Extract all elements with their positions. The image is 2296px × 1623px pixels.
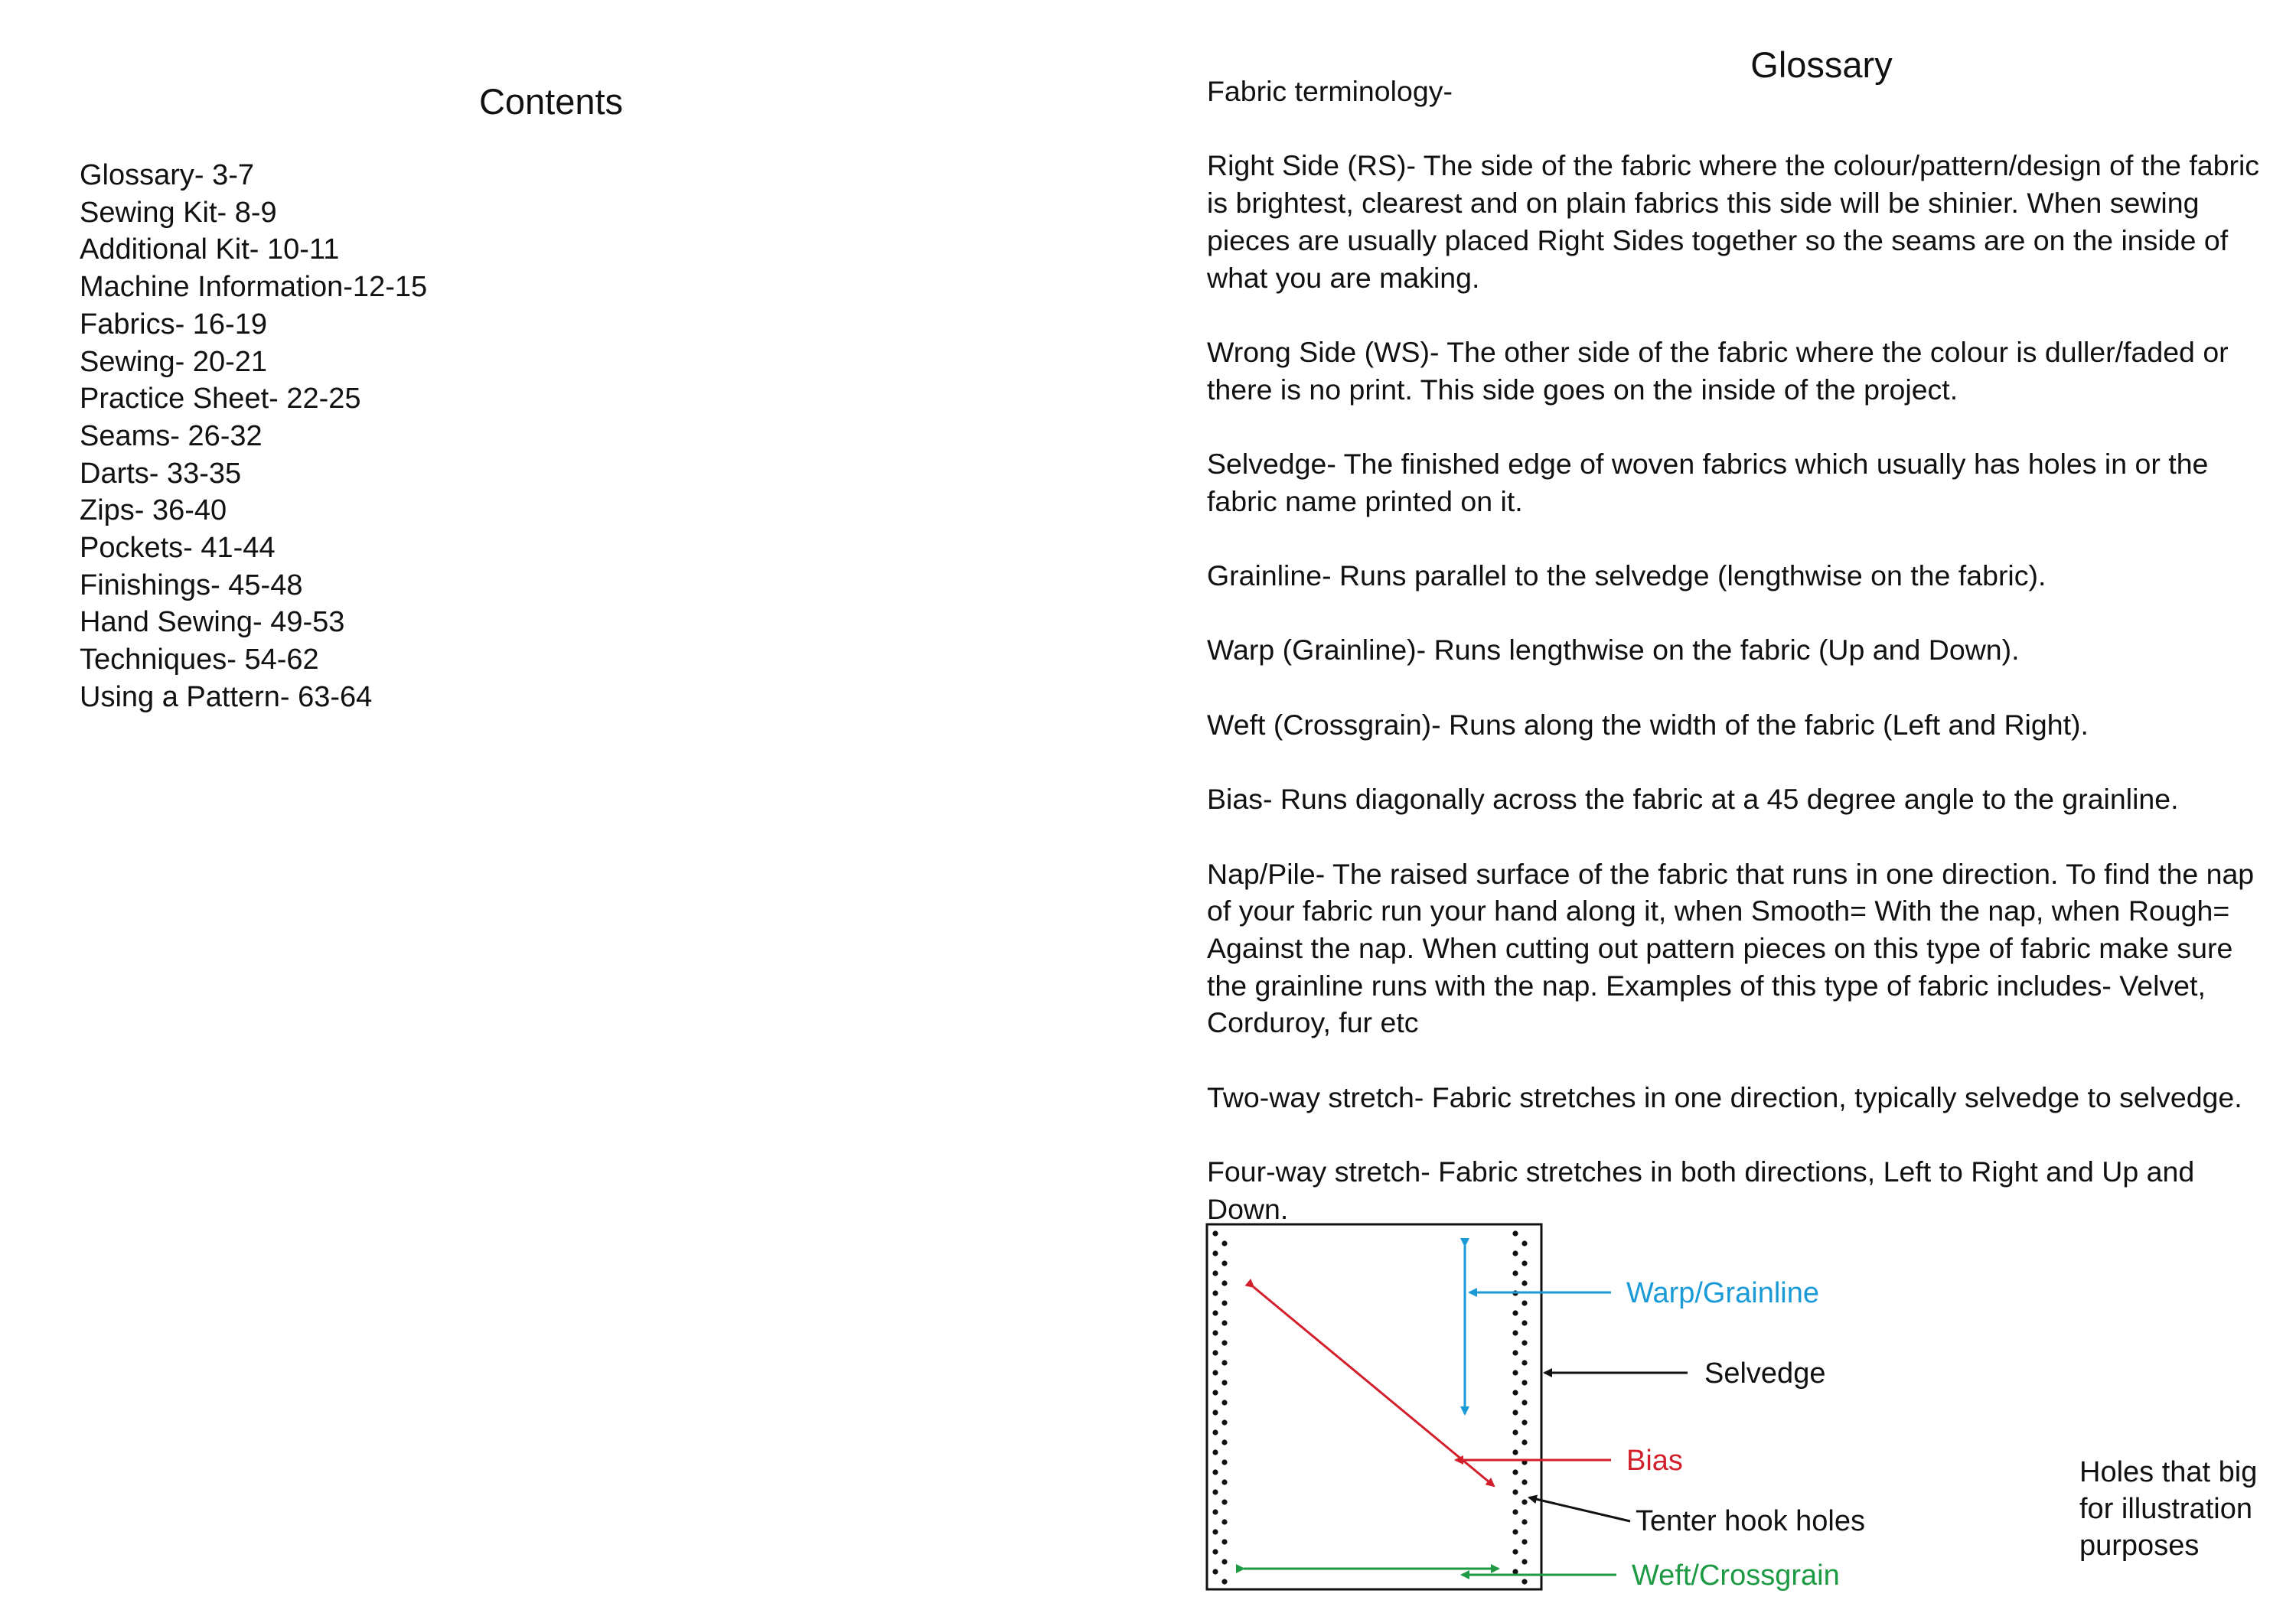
selvedge-hole (1221, 1400, 1227, 1405)
toc-item-zips: Zips- 36-40 (80, 494, 227, 527)
selvedge-hole (1212, 1270, 1218, 1276)
selvedge-hole (1221, 1320, 1227, 1325)
selvedge-hole (1212, 1330, 1218, 1335)
toc-item-machine-information: Machine Information-12-15 (80, 271, 428, 304)
toc-item-sewing: Sewing- 20-21 (80, 345, 268, 378)
selvedge-hole (1212, 1350, 1218, 1355)
selvedge-hole (1221, 1559, 1227, 1564)
selvedge-hole (1221, 1579, 1227, 1584)
glossary-body (1207, 73, 2278, 1265)
selvedge-hole (1212, 1449, 1218, 1455)
selvedge-hole (1521, 1260, 1527, 1266)
glossary-title: Glossary (1750, 44, 1893, 85)
selvedge-hole (1221, 1519, 1227, 1524)
toc-item-techniques: Techniques- 54-62 (80, 644, 319, 676)
toc-item-sewing-kit: Sewing Kit- 8-9 (80, 196, 277, 229)
selvedge-hole (1212, 1230, 1218, 1236)
selvedge-hole (1212, 1250, 1218, 1256)
selvedge-hole (1512, 1429, 1518, 1435)
selvedge-hole (1212, 1390, 1218, 1395)
selvedge-hole (1512, 1270, 1518, 1276)
table-of-contents (80, 157, 427, 716)
glossary-entry-wrong-side: Wrong Side (WS)- The other side of the fabric where the colour is duller/faded or there is no print. This side goes on the inside of the project. (1207, 335, 2229, 406)
weft-label: Weft/Crossgrain (1632, 1559, 1840, 1592)
selvedge-hole (1521, 1479, 1527, 1484)
glossary-entry-right-side: Right Side (RS)- The side of the fabric where the colour/pattern/design of the fabric is brightest, clearest and on plain fabrics this side will be shinier. When sewing pieces are usually placed Right Sides together so the seams are on the inside of what you are making. (1207, 149, 2260, 294)
selvedge-hole (1521, 1419, 1527, 1425)
selvedge-hole (1521, 1300, 1527, 1305)
selvedge-hole (1221, 1360, 1227, 1365)
selvedge-hole (1512, 1330, 1518, 1335)
selvedge-hole (1521, 1320, 1527, 1325)
selvedge-hole (1212, 1469, 1218, 1475)
selvedge-hole (1212, 1370, 1218, 1375)
selvedge-hole (1221, 1380, 1227, 1385)
illustration-note-line-1: Holes that big (2079, 1456, 2258, 1488)
contents-title: Contents (478, 81, 624, 122)
right-selvedge-holes (1512, 1230, 1527, 1584)
selvedge-hole (1221, 1260, 1227, 1266)
selvedge-hole (1512, 1410, 1518, 1415)
toc-item-finishings: Finishings- 45-48 (80, 569, 303, 601)
selvedge-hole (1512, 1230, 1518, 1236)
selvedge-hole (1221, 1479, 1227, 1484)
selvedge-hole (1521, 1519, 1527, 1524)
glossary-entry-selvedge: Selvedge- The finished edge of woven fabrics which usually has holes in or the fabric name printed on it. (1207, 447, 2209, 517)
selvedge-hole (1521, 1280, 1527, 1286)
tenter-pointer (1529, 1498, 1630, 1521)
selvedge-hole (1521, 1340, 1527, 1345)
selvedge-hole (1221, 1439, 1227, 1445)
selvedge-hole (1212, 1429, 1218, 1435)
glossary-entry-two-way-stretch: Two-way stretch- Fabric stretches in one direction, typically selvedge to selvedge. (1207, 1080, 2242, 1113)
fabric-grain-svg (1194, 1217, 2281, 1599)
selvedge-hole (1212, 1569, 1218, 1574)
glossary-entry-weft: Weft (Crossgrain)- Runs along the width of the fabric (Left and Right). (1207, 708, 2089, 741)
selvedge-hole (1521, 1400, 1527, 1405)
selvedge-hole (1221, 1499, 1227, 1504)
selvedge-hole (1512, 1489, 1518, 1494)
bias-label: Bias (1626, 1445, 1683, 1477)
toc-item-fabrics: Fabrics- 16-19 (80, 308, 267, 341)
selvedge-hole (1521, 1380, 1527, 1385)
selvedge-hole (1221, 1419, 1227, 1425)
selvedge-hole (1221, 1280, 1227, 1286)
selvedge-hole (1521, 1559, 1527, 1564)
selvedge-hole (1221, 1340, 1227, 1345)
glossary-entry-warp: Warp (Grainline)- Runs lengthwise on the fabric (Up and Down). (1207, 634, 2020, 666)
selvedge-hole (1212, 1310, 1218, 1315)
selvedge-hole (1221, 1459, 1227, 1465)
glossary-intro: Fabric terminology- (1207, 75, 1453, 107)
toc-item-darts: Darts- 33-35 (80, 457, 242, 490)
glossary-entry-grainline: Grainline- Runs parallel to the selvedge (lengthwise on the fabric). (1207, 559, 2047, 592)
illustration-note-line-2: for illustration (2079, 1493, 2252, 1525)
selvedge-hole (1212, 1489, 1218, 1494)
selvedge-hole (1212, 1509, 1218, 1514)
selvedge-hole (1512, 1250, 1518, 1256)
selvedge-hole (1512, 1549, 1518, 1554)
selvedge-hole (1521, 1360, 1527, 1365)
selvedge-hole (1521, 1499, 1527, 1504)
glossary-entry-bias: Bias- Runs diagonally across the fabric at a 45 degree angle to the grainline. (1207, 783, 2179, 816)
toc-item-hand-sewing: Hand Sewing- 49-53 (80, 606, 345, 639)
selvedge-label: Selvedge (1704, 1357, 1826, 1390)
selvedge-hole (1512, 1350, 1518, 1355)
selvedge-hole (1221, 1240, 1227, 1246)
selvedge-hole (1512, 1370, 1518, 1375)
bias-arrow (1254, 1287, 1494, 1486)
selvedge-hole (1521, 1579, 1527, 1584)
selvedge-hole (1512, 1390, 1518, 1395)
selvedge-hole (1512, 1529, 1518, 1534)
toc-item-glossary: Glossary- 3-7 (80, 159, 255, 191)
selvedge-hole (1512, 1509, 1518, 1514)
selvedge-hole (1212, 1410, 1218, 1415)
fabric-grain-diagram (1194, 1217, 2281, 1599)
selvedge-hole (1521, 1240, 1527, 1246)
selvedge-hole (1221, 1300, 1227, 1305)
toc-item-pockets: Pockets- 41-44 (80, 532, 276, 565)
glossary-entry-nap-pile: Nap/Pile- The raised surface of the fabric that runs in one direction. To find the nap of your fabric run your hand along it, when Smooth= With the nap, when Rough= Against the nap. When cutting out pattern pieces on this type of fabric make sure the grainline runs with the nap. Examples of this type of fabric includes- Velvet, Corduroy, fur etc (1207, 857, 2255, 1039)
toc-item-additional-kit: Additional Kit- 10-11 (80, 233, 340, 266)
fabric-swatch (1207, 1224, 1541, 1589)
selvedge-hole (1212, 1529, 1218, 1534)
selvedge-hole (1212, 1290, 1218, 1295)
selvedge-hole (1212, 1549, 1218, 1554)
left-selvedge-holes (1212, 1230, 1227, 1584)
toc-item-practice-sheet: Practice Sheet- 22-25 (80, 383, 361, 416)
selvedge-hole (1221, 1539, 1227, 1544)
toc-item-seams: Seams- 26-32 (80, 419, 263, 452)
illustration-note-line-3: purposes (2079, 1530, 2200, 1562)
selvedge-hole (1521, 1539, 1527, 1544)
selvedge-hole (1512, 1310, 1518, 1315)
glossary-entry-four-way-stretch: Four-way stretch- Fabric stretches in both directions, Left to Right and Up and Down. (1207, 1155, 2195, 1225)
selvedge-hole (1521, 1439, 1527, 1445)
warp-label: Warp/Grainline (1626, 1277, 1820, 1309)
toc-item-using-a-pattern: Using a Pattern- 63-64 (80, 680, 373, 713)
tenter-label: Tenter hook holes (1636, 1505, 1865, 1537)
selvedge-hole (1512, 1469, 1518, 1475)
selvedge-hole (1512, 1449, 1518, 1455)
